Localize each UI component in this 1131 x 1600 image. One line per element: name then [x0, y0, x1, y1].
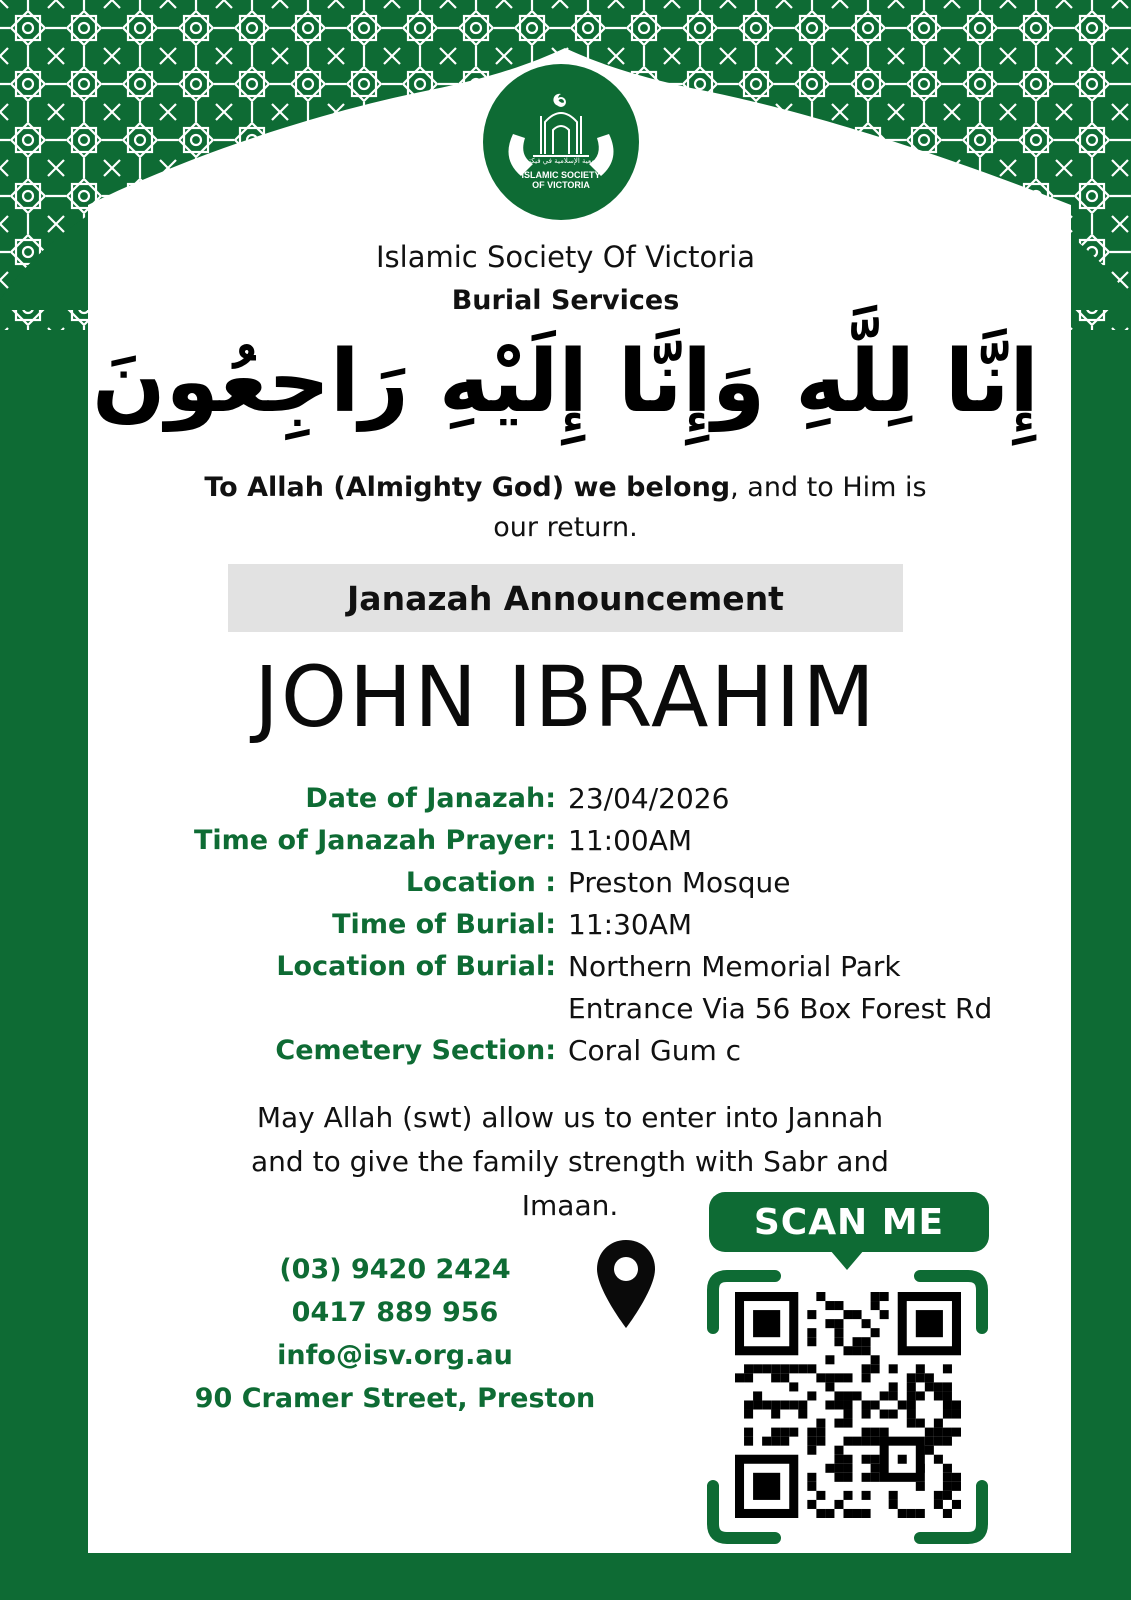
detail-value: 23/04/2026 — [568, 782, 730, 815]
org-subtitle: Burial Services — [451, 285, 680, 316]
logo-line1: ISLAMIC SOCIETY — [521, 170, 601, 180]
detail-label: Cemetery Section: — [275, 1035, 556, 1066]
mosque-hands-icon — [483, 64, 639, 220]
detail-row — [160, 778, 1060, 820]
logo-line2: OF VICTORIA — [532, 180, 590, 190]
org-name: Islamic Society Of Victoria — [375, 240, 756, 274]
address-text: 90 Cramer Street, Preston — [194, 1383, 596, 1414]
isv-logo — [483, 64, 639, 220]
detail-row — [160, 820, 1060, 862]
arabic-verse: إِنَّا لِلَّهِ وَإِنَّا إِلَيْهِ رَاجِعُونَ — [92, 332, 1039, 432]
detail-row — [160, 904, 1060, 946]
detail-row — [160, 1030, 1060, 1072]
belong-bold: To Allah (Almighty God) we belong — [204, 472, 731, 503]
detail-row — [160, 946, 1060, 988]
email-link[interactable]: info@isv.org.au — [277, 1340, 513, 1371]
detail-value: Coral Gum c — [568, 1034, 742, 1067]
detail-label: Time of Burial: — [332, 909, 556, 940]
detail-row — [160, 862, 1060, 904]
scan-me-label: SCAN ME — [709, 1192, 989, 1252]
detail-label: Time of Janazah Prayer: — [194, 825, 556, 856]
belong-text — [200, 468, 931, 548]
logo-text — [483, 170, 639, 190]
belong-rest: , and to Him is our return. — [493, 472, 927, 543]
location-pin-icon — [594, 1238, 658, 1330]
detail-label: Location : — [405, 867, 556, 898]
qr-code[interactable] — [735, 1292, 961, 1518]
detail-value: Entrance Via 56 Box Forest Rd — [568, 992, 993, 1025]
details-list — [160, 778, 1060, 1072]
logo-arabic-text: الجمعية الإسلامية في فيكتوريا — [518, 157, 604, 165]
detail-value: 11:00AM — [568, 824, 693, 857]
announcement-banner: Janazah Announcement — [228, 564, 903, 632]
detail-row — [160, 988, 1060, 1030]
contact-block — [175, 1248, 615, 1420]
phone-mobile[interactable]: 0417 889 956 — [291, 1297, 499, 1328]
detail-value: Preston Mosque — [568, 866, 791, 899]
detail-value: 11:30AM — [568, 908, 693, 941]
detail-label: Location of Burial: — [276, 951, 556, 982]
phone-primary[interactable]: (03) 9420 2424 — [279, 1254, 511, 1285]
prayer-text: May Allah (swt) allow us to enter into Jannah and to give the family strength with Sabr and Imaan. — [251, 1101, 889, 1222]
detail-label: Date of Janazah: — [305, 783, 556, 814]
deceased-name: JOHN IBRAHIM — [254, 648, 877, 746]
detail-value: Northern Memorial Park — [568, 950, 901, 983]
speech-tail — [830, 1250, 864, 1270]
